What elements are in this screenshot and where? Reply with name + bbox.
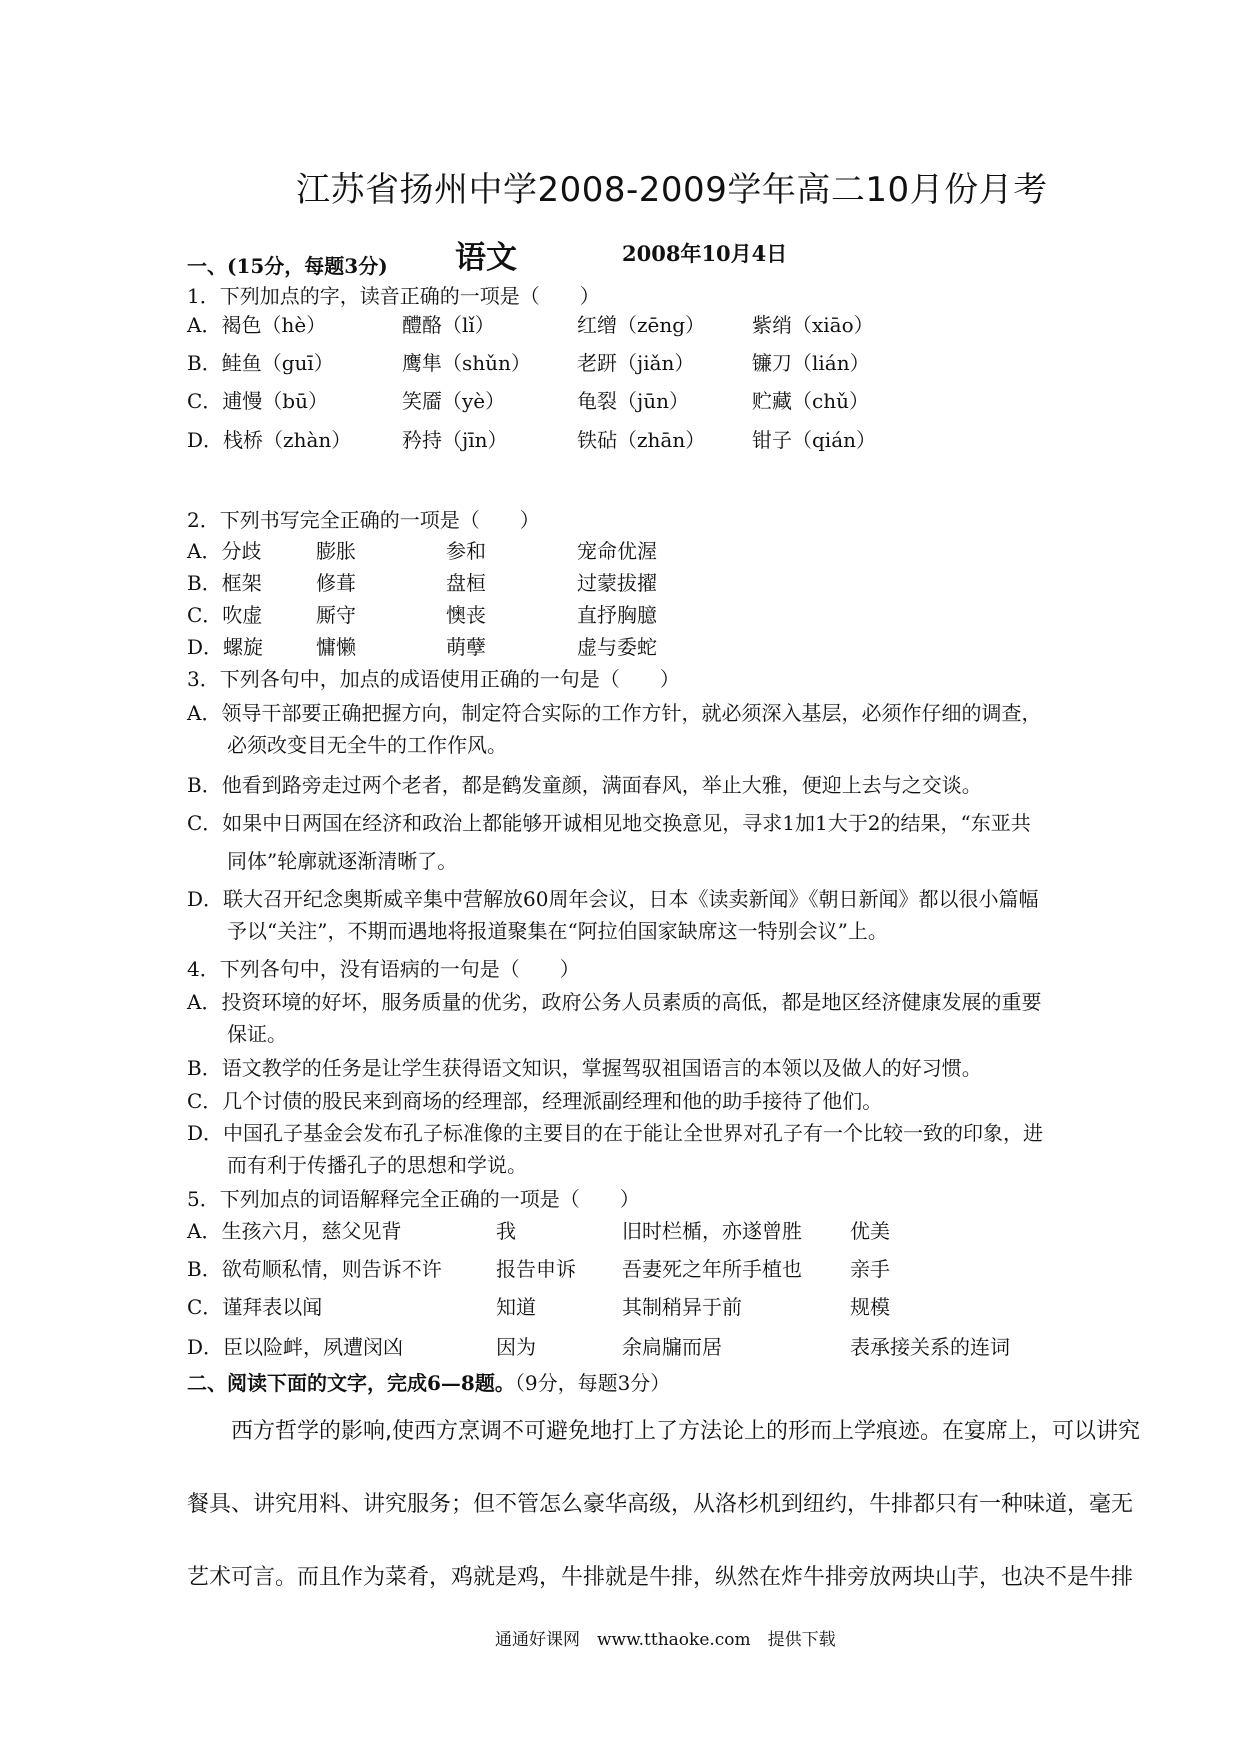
q4-line: C．几个讨债的股民来到商场的经理部，经理派副经理和他的助手接待了他们。 — [187, 1089, 883, 1113]
q3-line: C．如果中日两国在经济和政治上都能够开诚相见地交换意见，寻求1加1大于2的结果，“东亚共 — [187, 811, 1031, 835]
q3-line: A．领导干部要正确把握方向，制定符合实际的工作方针，就必须深入基层，必须作仔细的调查， — [187, 701, 1042, 725]
q1-stem: 1．下列加点的字，读音正确的一项是（ ） — [187, 284, 600, 308]
q5-stem: 5．下列加点的词语解释完全正确的一项是（ ） — [187, 1187, 640, 1211]
q3-line: 必须改变目无全牛的工作作风。 — [187, 733, 507, 757]
q4-line: A．投资环境的好坏，服务质量的优劣，政府公务人员素质的高低，都是地区经济健康发展的重要 — [187, 990, 1042, 1014]
option-item: B．欲苟顺私情，则告诉不许 — [187, 1257, 442, 1281]
option-item: B．框架 — [187, 571, 262, 595]
passage-line: 西方哲学的影响,使西方烹调不可避免地打上了方法论上的形而上学痕迹。在宴席上，可以讲究 — [187, 1419, 1140, 1444]
exam-title: 江苏省扬州中学2008-2009学年高二10月份月考 — [296, 170, 1048, 210]
q4-line: 保证。 — [187, 1022, 287, 1046]
option-item: A．分歧 — [187, 539, 262, 563]
option-item: D．栈桥（zhàn） — [187, 428, 352, 452]
section2-heading — [187, 1370, 670, 1396]
option-item: B．鲑鱼（guī） — [187, 351, 334, 375]
option-item: 报告申诉 — [496, 1257, 576, 1281]
option-item: D．螺旋 — [187, 635, 264, 659]
option-item: 矜持（jīn） — [402, 428, 508, 452]
option-item: C．谨拜表以闻 — [187, 1295, 323, 1319]
q4-stem: 4．下列各句中，没有语病的一句是（ ） — [187, 957, 580, 981]
section2-heading-bold: 二、阅读下面的文字，完成6—8题。 — [187, 1371, 515, 1395]
option-item: 因为 — [496, 1335, 536, 1359]
option-item: 表承接关系的连词 — [850, 1335, 1010, 1359]
q3-line: D．联大召开纪念奥斯威辛集中营解放60周年会议，日本《读卖新闻》《朝日新闻》都以很小篇幅 — [187, 887, 1039, 911]
option-item: C．逋慢（bū） — [187, 389, 328, 413]
q3-line: 予以“关注”，不期而遇地将报道聚集在“阿拉伯国家缺席这一特别会议”上。 — [187, 919, 888, 943]
option-item: 吾妻死之年所手植也 — [622, 1257, 802, 1281]
option-item: 余扃牖而居 — [622, 1335, 722, 1359]
q4-line: 而有利于传播孔子的思想和学说。 — [187, 1153, 527, 1177]
option-item: 其制稍异于前 — [622, 1295, 742, 1319]
option-item: 盘桓 — [446, 571, 486, 595]
q3-line: B．他看到路旁走过两个老者，都是鹤发童颜，满面春风，举止大雅，便迎上去与之交谈。 — [187, 773, 982, 797]
option-item: 参和 — [446, 539, 486, 563]
option-item: 厮守 — [316, 603, 356, 627]
q3-stem: 3．下列各句中，加点的成语使用正确的一句是（ ） — [187, 667, 680, 691]
option-item: 笑靥（yè） — [402, 389, 506, 413]
option-item: 醴酪（lǐ） — [402, 313, 495, 337]
option-item: 虚与委蛇 — [577, 635, 657, 659]
section1-heading: 一、(15分，每题3分) — [187, 254, 388, 278]
option-item: 钳子（qián） — [752, 428, 877, 452]
option-item: 懊丧 — [446, 603, 486, 627]
option-item: 紫绡（xiāo） — [752, 313, 874, 337]
exam-date: 2008年10月4日 — [622, 241, 788, 266]
option-item: 贮藏（chǔ） — [752, 389, 869, 413]
subject-label: 语文 — [455, 240, 517, 276]
option-item: 铁砧（zhān） — [577, 428, 706, 452]
option-item: 龟裂（jūn） — [577, 389, 689, 413]
q4-line: D．中国孔子基金会发布孔子标准像的主要目的在于能让全世界对孔子有一个比较一致的印象，进 — [187, 1121, 1044, 1145]
option-item: 知道 — [496, 1295, 536, 1319]
option-item: 老趼（jiǎn） — [577, 351, 695, 375]
option-item: 膨胀 — [316, 539, 356, 563]
option-item: 鹰隼（shǔn） — [402, 351, 531, 375]
footer-credit: 通通好课网 www.tthaoke.com 提供下载 — [495, 1630, 836, 1650]
option-item: 旧时栏楯，亦遂曾胜 — [622, 1219, 802, 1243]
option-item: A．生孩六月，慈父见背 — [187, 1219, 402, 1243]
option-item: 慵懒 — [316, 635, 356, 659]
option-item: 规模 — [850, 1295, 890, 1319]
section2-heading-score: （9分，每题3分） — [514, 1371, 671, 1395]
option-item: D．臣以险衅，夙遭闵凶 — [187, 1335, 404, 1359]
option-item: A．褐色（hè） — [187, 313, 327, 337]
passage-line: 艺术可言。而且作为菜肴，鸡就是鸡，牛排就是牛排，纵然在炸牛排旁放两块山芋，也决不是牛排 — [187, 1565, 1134, 1590]
option-item: 亲手 — [850, 1257, 890, 1281]
passage-line: 餐具、讲究用料、讲究服务；但不管怎么豪华高级，从洛杉机到纽约，牛排都只有一种味道，毫无 — [187, 1492, 1134, 1517]
option-item: 优美 — [850, 1219, 890, 1243]
q3-line: 同体”轮廓就逐渐清晰了。 — [187, 849, 458, 873]
option-item: 红缯（zēng） — [577, 313, 706, 337]
q4-line: B．语文教学的任务是让学生获得语文知识，掌握驾驭祖国语言的本领以及做人的好习惯。 — [187, 1056, 982, 1080]
option-item: C．吹虚 — [187, 603, 263, 627]
option-item: 我 — [496, 1219, 516, 1243]
option-item: 直抒胸臆 — [577, 603, 657, 627]
option-item: 修葺 — [316, 571, 356, 595]
option-item: 镰刀（lián） — [752, 351, 870, 375]
option-item: 过蒙拔擢 — [577, 571, 657, 595]
option-item: 萌孽 — [446, 635, 486, 659]
option-item: 宠命优渥 — [577, 539, 657, 563]
q2-stem: 2．下列书写完全正确的一项是（ ） — [187, 508, 540, 532]
